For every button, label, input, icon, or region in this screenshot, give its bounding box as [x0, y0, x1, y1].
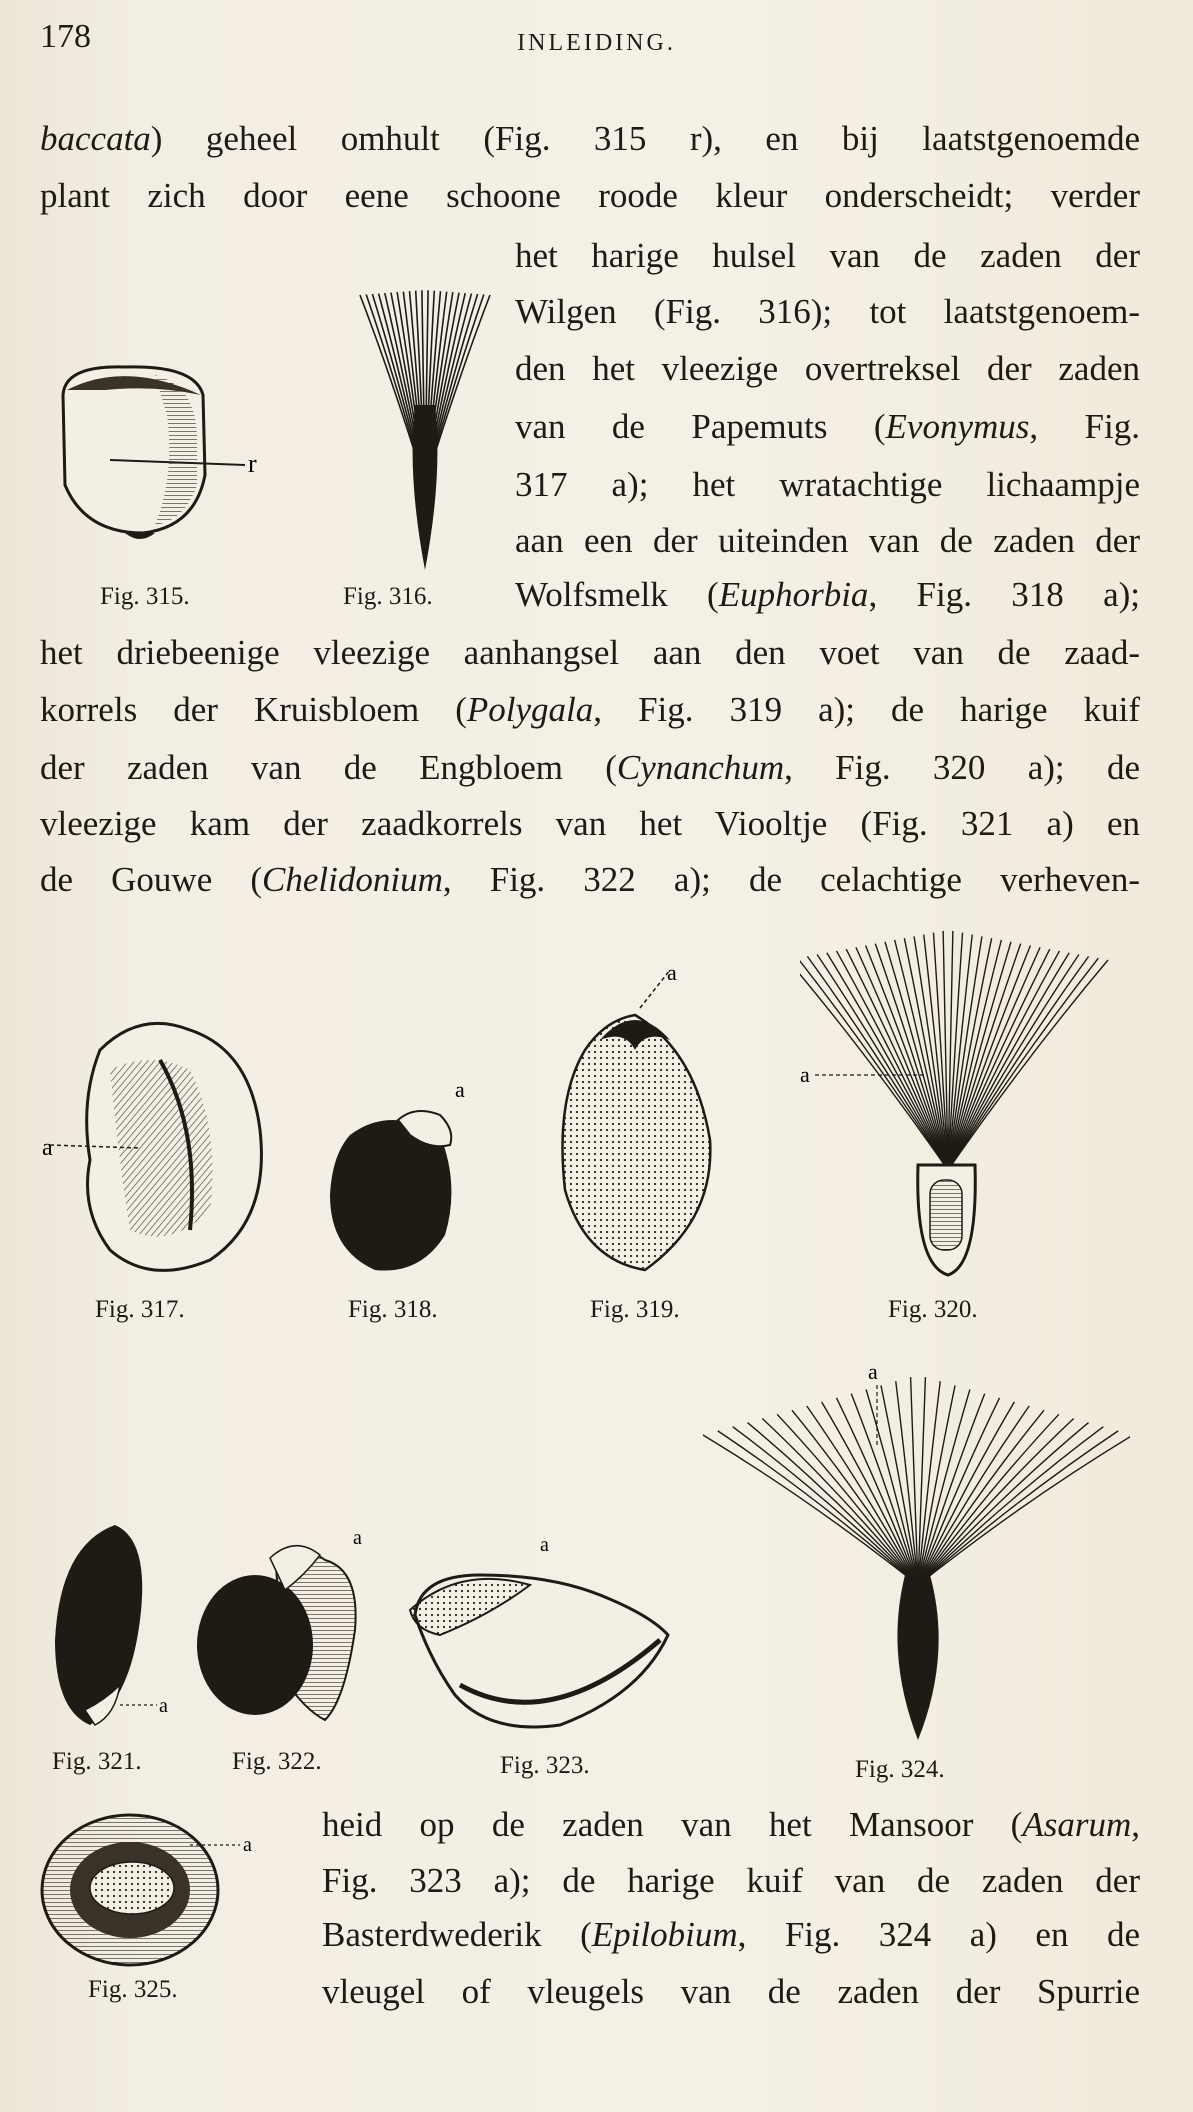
text-line-1: baccata) geheel omhult (Fig. 315 r), en bij laatstgenoemde: [40, 119, 1140, 158]
fig-325-illustration: [40, 1810, 265, 1975]
text-line-12: der zaden van de Engbloem (Cynanchum, Fig. 320 a); de: [40, 748, 1140, 787]
text-line-9: Wolfsmelk (Euphorbia, Fig. 318 a);: [515, 575, 1141, 614]
running-title: INLEIDING.: [517, 30, 676, 56]
fig-315-label: r: [248, 449, 257, 478]
text-line-10: het driebeenige vleezige aanhangsel aan den voet van de zaad-: [40, 633, 1140, 672]
text-line-11: korrels der Kruisbloem (Polygala, Fig. 319 a); de harige kuif: [40, 690, 1141, 729]
fig-324-illustration: [690, 1355, 1130, 1740]
text-line-6: van de Papemuts (Evonymus, Fig.: [515, 407, 1140, 446]
fig-317-illustration: [40, 1010, 280, 1280]
fig-320-label: a: [800, 1062, 810, 1087]
text-line-14: de Gouwe (Chelidonium, Fig. 322 a); de celachtige verheven-: [40, 860, 1140, 899]
fig-324-caption: Fig. 324.: [855, 1756, 945, 1783]
fig-320-caption: Fig. 320.: [888, 1296, 978, 1323]
fig-322-caption: Fig. 322.: [232, 1748, 322, 1775]
text-line-2: plant zich door eene schoone roode kleur onderscheidt; verder: [40, 176, 1140, 215]
fig-321-illustration: [45, 1520, 185, 1730]
text-line-13: vleezige kam der zaadkorrels van het Viooltje (Fig. 321 a) en: [40, 804, 1140, 843]
text-line-5: den het vleezige overtreksel der zaden: [515, 349, 1140, 388]
fig-316-illustration: [345, 285, 505, 575]
fig-321-caption: Fig. 321.: [52, 1748, 142, 1775]
text-line-4: Wilgen (Fig. 316); tot laatstgenoem-: [515, 292, 1140, 331]
fig-315-caption: Fig. 315.: [100, 583, 190, 610]
fig-319-label: a: [667, 960, 677, 985]
fig-318-caption: Fig. 318.: [348, 1296, 438, 1323]
text-line-15: heid op de zaden van het Mansoor (Asarum,: [322, 1805, 1140, 1844]
text-line-17: Basterdwederik (Epilobium, Fig. 324 a) en de: [322, 1915, 1140, 1954]
fig-320-illustration: [800, 925, 1135, 1280]
text-line-7: 317 a); het wratachtige lichaampje: [515, 465, 1140, 504]
fig-325-label: a: [243, 1834, 252, 1856]
fig-323-illustration: [400, 1535, 680, 1735]
text-line-3: het harige hulsel van de zaden der: [515, 236, 1140, 275]
page-number: 178: [40, 18, 91, 55]
fig-322-illustration: [195, 1530, 370, 1730]
fig-316-caption: Fig. 316.: [343, 583, 433, 610]
fig-317-caption: Fig. 317.: [95, 1296, 185, 1323]
fig-318-illustration: [320, 1075, 470, 1280]
fig-323-label: a: [540, 1535, 549, 1556]
text-line-8: aan een der uiteinden van de zaden der: [515, 521, 1140, 560]
text-line-16: Fig. 323 a); de harige kuif van de zaden der: [322, 1861, 1140, 1900]
fig-321-label: a: [159, 1695, 168, 1717]
fig-322-label: a: [353, 1530, 362, 1549]
fig-319-caption: Fig. 319.: [590, 1296, 680, 1323]
fig-315-illustration: [55, 355, 265, 555]
fig-323-caption: Fig. 323.: [500, 1752, 590, 1779]
fig-317-label: a: [42, 1135, 53, 1161]
fig-325-caption: Fig. 325.: [88, 1976, 178, 2003]
fig-319-illustration: [545, 960, 725, 1280]
fig-318-label: a: [455, 1077, 465, 1102]
text-line-18: vleugel of vleugels van de zaden der Spurrie: [322, 1972, 1140, 2011]
fig-324-label: a: [868, 1359, 878, 1384]
